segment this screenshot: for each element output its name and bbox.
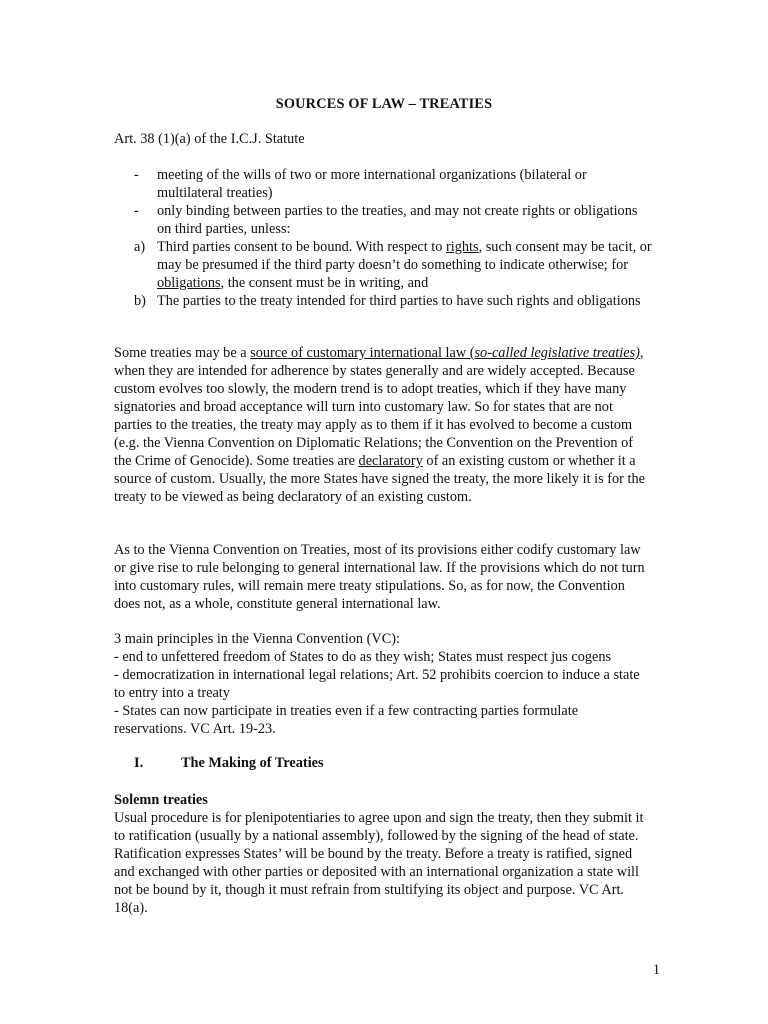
custom-law-paragraph	[114, 344, 654, 506]
list-item	[134, 292, 654, 310]
text-run: of an existing custom or whether it a source of custom. Usually, the more States have signed the treaty, the more likely it is for the treaty to be viewed as being declaratory of an existing custom.	[114, 453, 645, 505]
principle-item: - end to unfettered freedom of States to do as they wish; States must respect jus cogens	[114, 649, 612, 665]
section-title: The Making of Treaties	[181, 755, 324, 771]
principles-intro: 3 main principles in the Vienna Convention (VC):	[114, 631, 400, 647]
article-reference: Art. 38 (1)(a) of the I.C.J. Statute	[114, 131, 305, 147]
text-run: , such consent may be tacit, or may be presumed if the third party doesn’t do something to indicate otherwise; for	[157, 239, 652, 273]
list-marker: a)	[134, 239, 146, 255]
text-run: Some treaties may be a	[114, 345, 251, 361]
vienna-paragraph: As to the Vienna Convention on Treaties, most of its provisions either codify customary law or give rise to rule belonging to general international law. If the provisions which do not turn into customary rules, will remain mere treaty stipulations. So, as for now, the Convention does not, as a whole, constitute general international law.	[114, 542, 645, 612]
list-item-text: meeting of the wills of two or more international organizations (bilateral or multilateral treaties)	[157, 167, 587, 201]
list-marker: -	[134, 203, 139, 219]
solemn-treaties-paragraph: Usual procedure is for plenipotentiaries to agree upon and sign the treaty, then they submit it to ratification (usually by a national assembly), followed by the signing of the head of state. Ratification expresses States’ will be bound by the treaty. Before a treaty is ratified, signed and exchanged with other parties or deposited with an international organization a state will not be bound by it, though it must refrain from stultifying its object and purpose. VC Art. 18(a).	[114, 810, 644, 916]
text-run: source of customary international law (	[250, 345, 475, 361]
underlined-declaratory: declaratory	[358, 453, 423, 469]
text-run: , the consent must be in writing, and	[220, 275, 429, 291]
list-item-text	[157, 238, 654, 292]
list-marker: -	[134, 167, 139, 183]
list-item	[134, 238, 654, 292]
text-run: Third parties consent to be bound. With respect to	[157, 239, 447, 255]
underlined-source-of-custom	[250, 345, 640, 361]
italic-legislative-treaties: so-called legislative treaties)	[474, 345, 640, 361]
list-item	[134, 202, 654, 238]
principles-block	[114, 630, 654, 738]
underlined-term-rights: rights	[446, 239, 479, 255]
conditions-list	[134, 166, 654, 310]
section-heading	[134, 754, 324, 772]
section-number: I.	[134, 755, 144, 771]
list-item-text: The parties to the treaty intended for third parties to have such rights and obligations	[157, 293, 641, 309]
solemn-treaties-heading: Solemn treaties	[114, 792, 208, 808]
list-item-text: only binding between parties to the treaties, and may not create rights or obligations on third parties, unless:	[157, 203, 638, 237]
document-title: SOURCES OF LAW – TREATIES	[275, 96, 493, 112]
list-item	[134, 166, 654, 202]
principle-item: - States can now participate in treaties even if a few contracting parties formulate reservations. VC Art. 19-23.	[114, 703, 579, 737]
text-run: , when they are intended for adherence by states generally and are widely accepted. Because custom evolves too slowly, the modern trend is to adopt treaties, which if they have many signatories and broad acceptance will turn into customary law. So for states that are not parties to the treaties, the treaty may apply as to them if it has evolved to become a custom (e.g. the Vienna Convention on Diplomatic Relations; the Convention on the Prevention of the Crime of Genocide). Some treaties are	[114, 345, 644, 469]
page-number: 1	[652, 962, 660, 978]
underlined-term-obligations: obligations	[157, 275, 221, 291]
list-marker: b)	[134, 293, 146, 309]
principle-item: - democratization in international legal relations; Art. 52 prohibits coercion to induce a state to entry into a treaty	[114, 667, 640, 701]
